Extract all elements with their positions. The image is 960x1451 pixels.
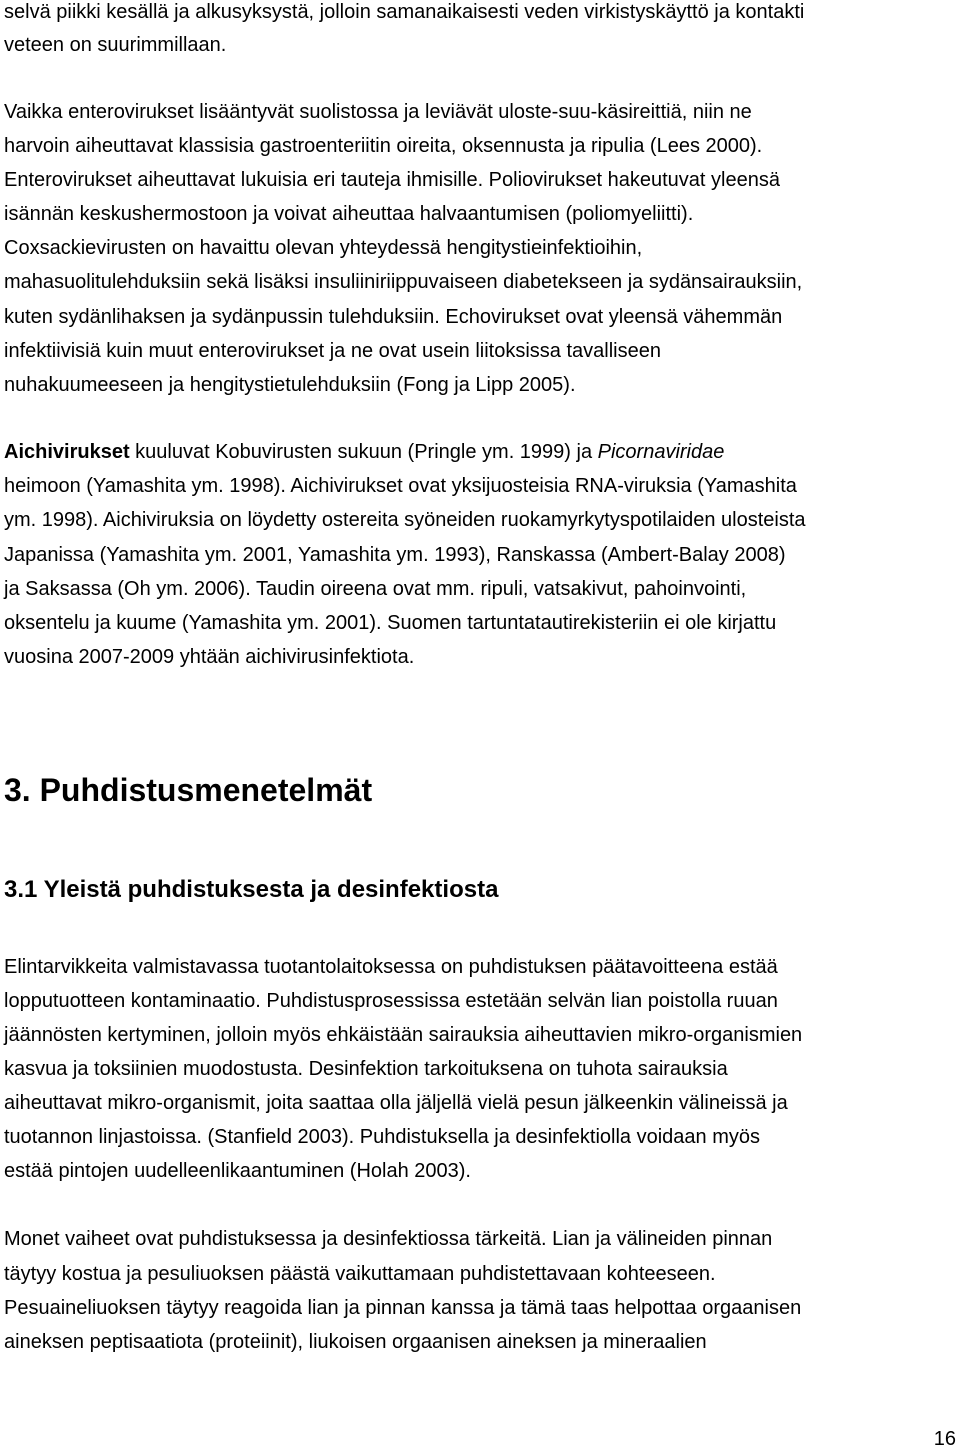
- paragraph-5-line-1: Monet vaiheet ovat puhdistuksessa ja desinfektiossa tärkeitä. Lian ja välineiden pinnan: [4, 1228, 773, 1250]
- paragraph-4-line-2: lopputuotteen kontaminaatio. Puhdistusprosessissa estetään selvän lian poistolla ruuan: [4, 990, 778, 1012]
- paragraph-3-line-1: [4, 440, 724, 464]
- aichivirukset-term: Aichivirukset: [4, 441, 130, 463]
- paragraph-2-line-6: mahasuolitulehduksiin sekä lisäksi insuliiniriippuvaiseen diabetekseen ja sydänsairauksiin,: [4, 271, 803, 293]
- paragraph-2-line-4: isännän keskushermostoon ja voivat aiheuttaa halvaantumisen (poliomyeliitti).: [4, 203, 694, 225]
- paragraph-2-line-9: nuhakuumeeseen ja hengitystietulehduksiin (Fong ja Lipp 2005).: [4, 374, 576, 396]
- paragraph-4-line-3: jäännösten kertyminen, jolloin myös ehkäistään sairauksia aiheuttavien mikro-organismien: [4, 1024, 803, 1046]
- paragraph-5-line-2: täytyy kostua ja pesuliuoksen päästä vaikuttamaan puhdistettavaan kohteeseen.: [4, 1263, 716, 1285]
- subsection-heading: 3.1 Yleistä puhdistuksesta ja desinfektiosta: [4, 876, 499, 903]
- paragraph-2-line-5: Coxsackievirusten on havaittu olevan yhteydessä hengitystieinfektioihin,: [4, 237, 643, 259]
- paragraph-1-line-1: selvä piikki kesällä ja alkusyksystä, jolloin samanaikaisesti veden virkistyskäyttö ja kontakti: [4, 1, 805, 23]
- paragraph-3-line-1-text: kuuluvat Kobuvirusten sukuun (Pringle ym. 1999) ja: [129, 441, 598, 463]
- paragraph-4-line-7: estää pintojen uudelleenlikaantuminen (Holah 2003).: [4, 1160, 471, 1182]
- paragraph-3-line-3: ym. 1998). Aichiviruksia on löydetty ostereita syöneiden ruokamyrkytyspotilaiden ulosteista: [4, 509, 806, 531]
- paragraph-5-line-4: aineksen peptisaatiota (proteiinit), liukoisen orgaanisen aineksen ja mineraalien: [4, 1331, 707, 1353]
- paragraph-4-line-1: Elintarvikkeita valmistavassa tuotantolaitoksessa on puhdistuksen päätavoitteena estää: [4, 956, 778, 978]
- page-number: 16: [933, 1428, 956, 1450]
- paragraph-3-line-2: heimoon (Yamashita ym. 1998). Aichivirukset ovat yksijuosteisia RNA-viruksia (Yamashita: [4, 475, 797, 497]
- paragraph-1-line-2: veteen on suurimmillaan.: [4, 34, 227, 56]
- paragraph-3-line-4: Japanissa (Yamashita ym. 2001, Yamashita ym. 1993), Ranskassa (Ambert-Balay 2008): [4, 544, 786, 566]
- paragraph-4-line-6: tuotannon linjastoissa. (Stanfield 2003). Puhdistuksella ja desinfektiolla voidaan myös: [4, 1126, 761, 1148]
- paragraph-5-line-3: Pesuaineliuoksen täytyy reagoida lian ja pinnan kanssa ja tämä taas helpottaa orgaanisen: [4, 1297, 802, 1319]
- paragraph-4-line-5: aiheuttavat mikro-organismit, joita saattaa olla jäljellä vielä pesun jälkeenkin välineissä ja: [4, 1092, 788, 1114]
- paragraph-2-line-3: Enterovirukset aiheuttavat lukuisia eri tauteja ihmisille. Poliovirukset hakeutuvat yleensä: [4, 169, 780, 191]
- paragraph-4-line-4: kasvua ja toksiinien muodostusta. Desinfektion tarkoituksena on tuhota sairauksia: [4, 1058, 728, 1080]
- paragraph-2-line-8: infektiivisiä kuin muut enterovirukset ja ne ovat usein liitoksissa tavalliseen: [4, 340, 661, 362]
- picornaviridae-term: Picornaviridae: [597, 441, 725, 463]
- section-heading: 3. Puhdistusmenetelmät: [4, 772, 373, 808]
- paragraph-3-line-5: ja Saksassa (Oh ym. 2006). Taudin oireena ovat mm. ripuli, vatsakivut, pahoinvointi,: [4, 578, 747, 600]
- paragraph-2-line-1: Vaikka enterovirukset lisääntyvät suolistossa ja leviävät uloste-suu-käsireittiä, niin ne: [4, 101, 752, 123]
- paragraph-3-line-7: vuosina 2007-2009 yhtään aichivirusinfektiota.: [4, 646, 415, 668]
- paragraph-2-line-2: harvoin aiheuttavat klassisia gastroenteriitin oireita, oksennusta ja ripulia (Lees 2000).: [4, 135, 763, 157]
- paragraph-2-line-7: kuten sydänlihaksen ja sydänpussin tulehduksiin. Echovirukset ovat yleensä vähemmän: [4, 306, 783, 328]
- paragraph-3-line-6: oksentelu ja kuume (Yamashita ym. 2001). Suomen tartuntatautirekisteriin ei ole kirjattu: [4, 612, 777, 634]
